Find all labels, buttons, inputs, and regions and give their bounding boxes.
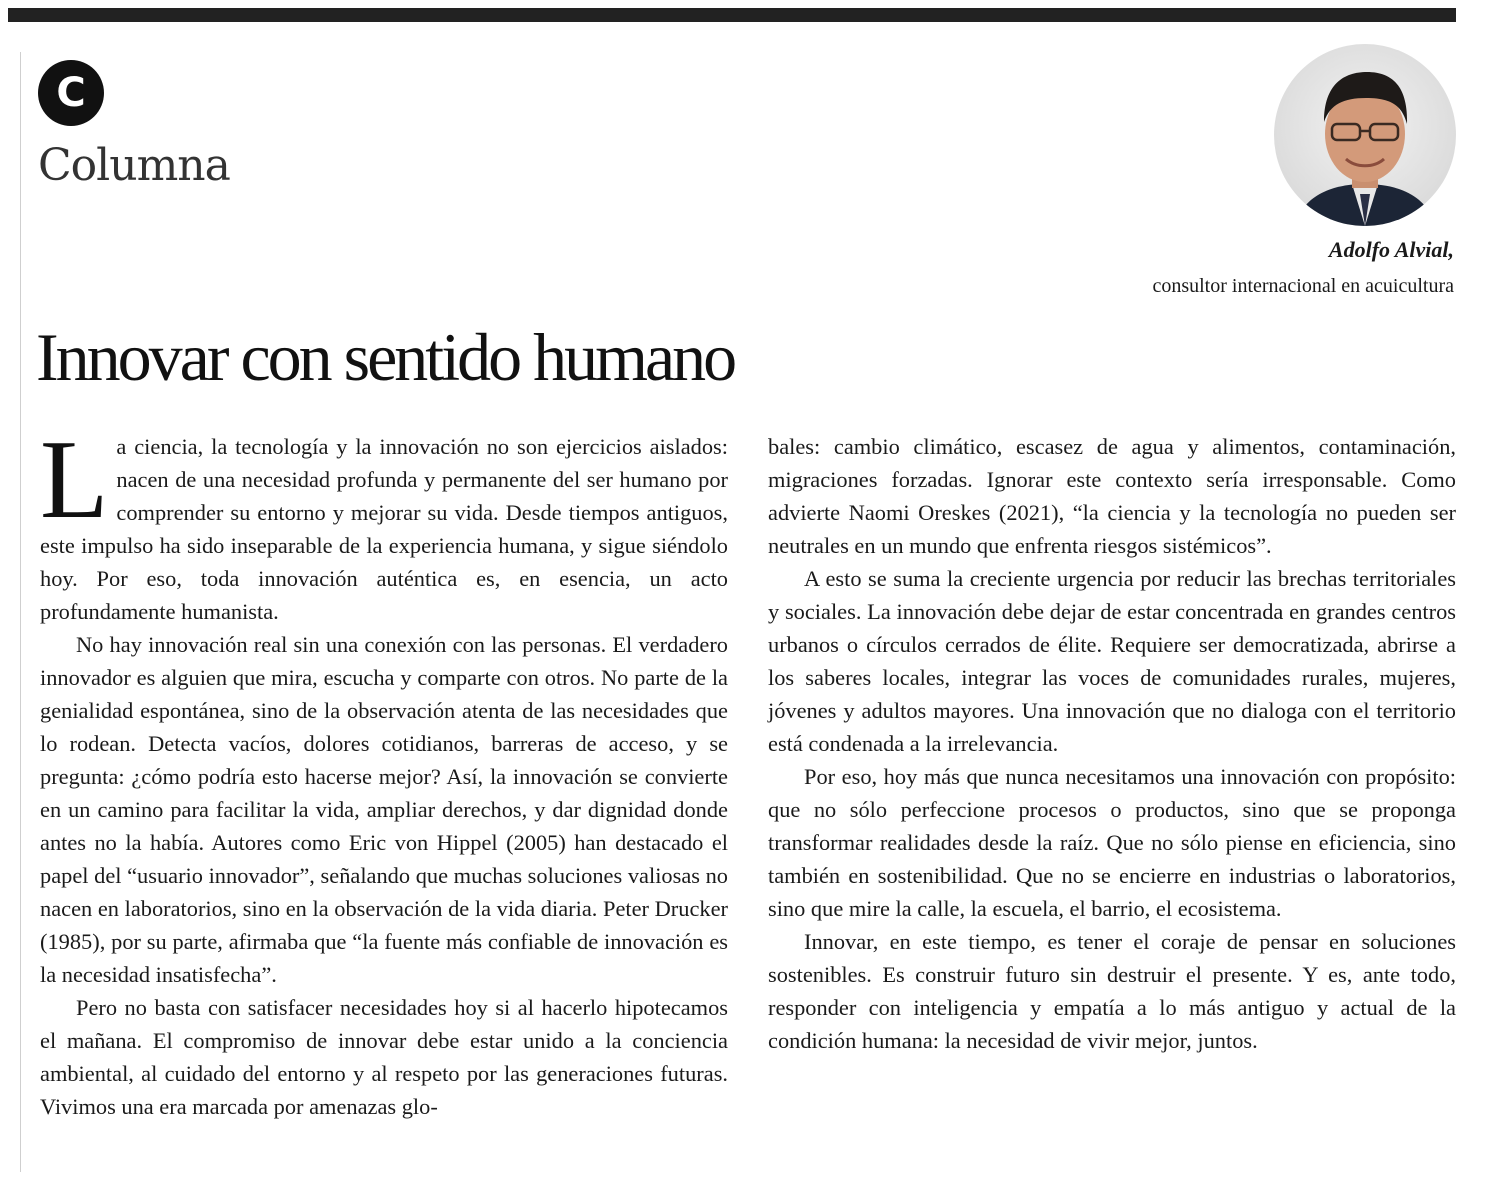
top-rule xyxy=(8,8,1456,22)
author-photo xyxy=(1274,44,1456,226)
paragraph: Por eso, hoy más que nunca necesitamos una innovación con propósito: que no sólo perfeccione procesos o productos, sino que se proponga transformar realidades desde la raíz. Que no sólo piense en eficiencia, sino también en sostenibilidad. Que no se encierre en industrias o laboratorios, sino que mire la calle, la escuela, el barrio, el ecosistema. xyxy=(768,764,1456,921)
author-byline xyxy=(1152,232,1454,304)
badge-letter: C xyxy=(56,70,86,116)
column-divider xyxy=(20,52,21,1172)
section-label: Columna xyxy=(38,140,230,191)
column-badge xyxy=(38,60,104,126)
author-name: Adolfo Alvial, xyxy=(1328,237,1454,262)
article-title: Innovar con sentido humano xyxy=(36,319,735,395)
paragraph: bales: cambio climático, escasez de agua y alimentos, contaminación, migraciones forzadas. Ignorar este contexto sería irresponsable. Como advierte Naomi Oreskes (2021), “la ciencia y la tecnología no pueden ser neutrales en un mundo que enfrenta riesgos sistémicos”. xyxy=(768,434,1456,558)
article-column-1 xyxy=(40,418,728,1123)
article-column-2 xyxy=(768,430,1456,1057)
author-portrait-icon xyxy=(1274,44,1456,226)
paragraph xyxy=(40,418,728,628)
paragraph: Pero no basta con satisfacer necesidades hoy si al hacerlo hipotecamos el mañana. El compromiso de innovar debe estar unido a la conciencia ambiental, al cuidado del entorno y al respeto por las generaciones futuras. Vivimos una era marcada por amenazas glo- xyxy=(40,995,728,1119)
paragraph: Innovar, en este tiempo, es tener el coraje de pensar en soluciones sostenibles. Es construir futuro sin destruir el presente. Y es, ante todo, responder con inteligencia y empatía a lo más antiguo y actual de la condición humana: la necesidad de vivir mejor, juntos. xyxy=(768,929,1456,1053)
drop-cap: L xyxy=(40,418,109,542)
paragraph: No hay innovación real sin una conexión con las personas. El verdadero innovador es alguien que mira, escucha y comparte con otros. No parte de la genialidad espontánea, sino de la observación atenta de las necesidades que lo rodean. Detecta vacíos, dolores cotidianos, barreras de acceso, y se pregunta: ¿cómo podría esto hacerse mejor? Así, la innovación se convierte en un camino para facilitar la vida, ampliar derechos, y dar dignidad donde antes no la había. Autores como Eric von Hippel (2005) han destacado el papel del “usuario innovador”, señalando que muchas soluciones valiosas no nacen en laboratorios, sino en la observación de la vida diaria. Peter Drucker (1985), por su parte, afirmaba que “la fuente más confiable de innovación es la necesidad insatisfecha”. xyxy=(40,632,728,987)
author-role: consultor internacional en acuicultura xyxy=(1152,275,1454,297)
paragraph: A esto se suma la creciente urgencia por reducir las brechas territoriales y sociales. La innovación debe dejar de estar concentrada en grandes centros urbanos o círculos cerrados de élite. Requiere ser democratizada, abrirse a los saberes locales, integrar las voces de comunidades rurales, mujeres, jóvenes y adultos mayores. Una innovación que no dialoga con el territorio está condenada a la irrelevancia. xyxy=(768,566,1456,756)
paragraph-text: a ciencia, la tecnología y la innovación no son ejercicios aislados: nacen de una necesidad profunda y permanente del ser humano por comprender su entorno y mejorar su vida. Desde tiempos antiguos, este impulso ha sido inseparable de la experiencia humana, y sigue siéndolo hoy. Por eso, toda innovación auténtica es, en esencia, un acto profundamente humanista. xyxy=(40,434,728,624)
